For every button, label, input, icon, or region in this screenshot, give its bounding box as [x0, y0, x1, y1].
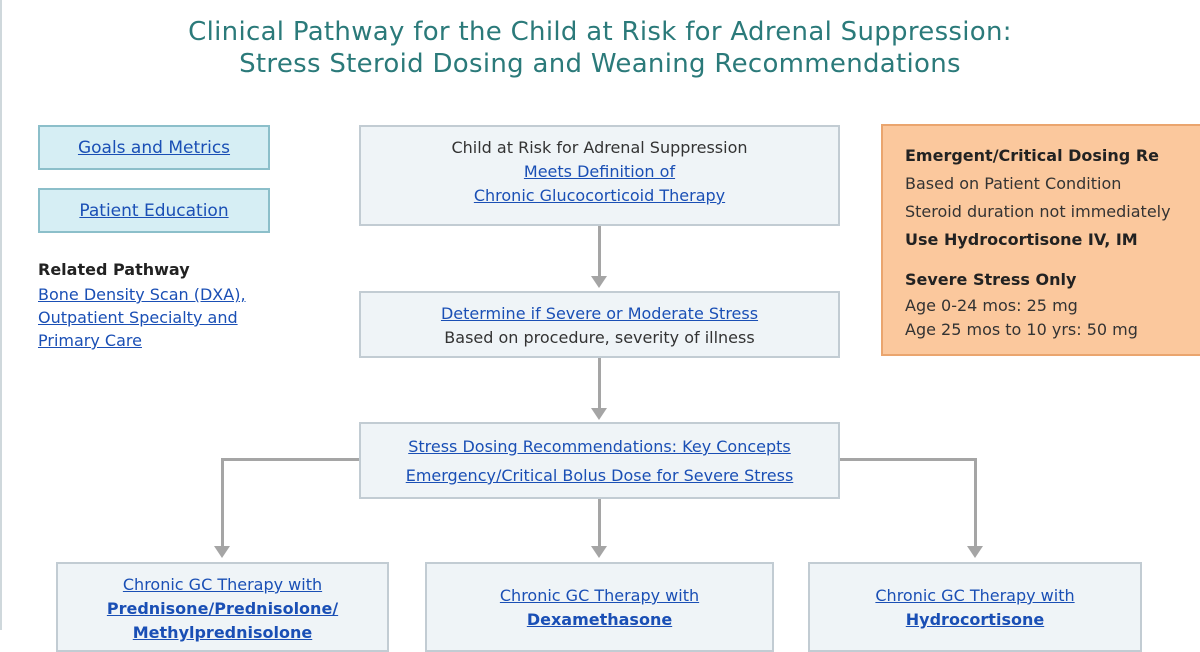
related-link-line-1[interactable]: Bone Density Scan (DXA), — [38, 285, 246, 304]
node-dexamethasone — [425, 562, 774, 652]
emergent-heading: Emergent/Critical Dosing Re — [905, 146, 1159, 165]
node-stress-dosing — [359, 422, 840, 499]
connector-1 — [598, 226, 601, 276]
emergent-line-2: Steroid duration not immediately — [905, 202, 1171, 221]
related-link-line-3[interactable]: Primary Care — [38, 331, 142, 350]
severe-stress-age-2: Age 25 mos to 10 yrs: 50 mg — [905, 320, 1138, 339]
arrow-down-icon — [591, 408, 607, 420]
goals-and-metrics-button[interactable] — [38, 125, 270, 170]
emergent-line-1: Based on Patient Condition — [905, 174, 1122, 193]
arrow-down-icon — [967, 546, 983, 558]
prednisone-link[interactable]: Chronic GC Therapy with — [122, 575, 323, 594]
meets-definition-link-line-2[interactable]: Chronic Glucocorticoid Therapy — [473, 186, 726, 205]
page-left-border — [0, 0, 2, 630]
title-line-2: Stress Steroid Dosing and Weaning Recommendations — [239, 49, 961, 79]
related-pathway-heading: Related Pathway — [38, 260, 190, 279]
branch-left-vertical — [221, 458, 224, 546]
methylprednisolone-bold-link[interactable]: Methylprednisolone — [132, 623, 313, 642]
related-link-line-2[interactable]: Outpatient Specialty and — [38, 308, 238, 327]
arrow-down-icon — [214, 546, 230, 558]
bolus-dose-link[interactable]: Emergency/Critical Bolus Dose for Severe Stress — [405, 466, 794, 485]
node-determine-stress — [359, 291, 840, 358]
dexamethasone-link[interactable]: Chronic GC Therapy with — [499, 586, 700, 605]
determine-stress-text: Based on procedure, severity of illness — [444, 328, 755, 347]
page-title — [0, 16, 1200, 80]
prednisone-bold-link[interactable]: Prednisone/Prednisolone/ — [106, 599, 339, 618]
node-hydrocortisone — [808, 562, 1142, 652]
patient-education-button[interactable] — [38, 188, 270, 233]
branch-middle-vertical — [598, 499, 601, 546]
goals-and-metrics-link[interactable]: Goals and Metrics — [77, 137, 231, 158]
meets-definition-link-line-1[interactable]: Meets Definition of — [523, 162, 676, 181]
patient-education-link[interactable]: Patient Education — [79, 200, 229, 221]
branch-left-horizontal — [221, 458, 359, 461]
determine-stress-link[interactable]: Determine if Severe or Moderate Stress — [440, 304, 759, 323]
node-prednisone — [56, 562, 389, 652]
title-line-1: Clinical Pathway for the Child at Risk for Adrenal Suppression: — [188, 17, 1012, 47]
severe-stress-age-1: Age 0-24 mos: 25 mg — [905, 296, 1078, 315]
branch-right-horizontal — [840, 458, 977, 461]
hydrocortisone-bold-link[interactable]: Hydrocortisone — [905, 610, 1045, 629]
hydrocortisone-link[interactable]: Chronic GC Therapy with — [875, 586, 1075, 605]
related-pathway — [38, 258, 246, 352]
arrow-down-icon — [591, 546, 607, 558]
severe-stress-heading: Severe Stress Only — [905, 270, 1077, 289]
key-concepts-link[interactable]: Stress Dosing Recommendations: Key Concepts — [408, 437, 791, 456]
node-child-at-risk-text: Child at Risk for Adrenal Suppression — [451, 138, 748, 157]
arrow-down-icon — [591, 276, 607, 288]
node-child-at-risk — [359, 125, 840, 226]
emergent-line-3: Use Hydrocortisone IV, IM — [905, 230, 1138, 249]
emergent-dosing-box — [881, 124, 1200, 356]
branch-right-vertical — [974, 458, 977, 546]
connector-2 — [598, 358, 601, 408]
dexamethasone-bold-link[interactable]: Dexamethasone — [526, 610, 673, 629]
